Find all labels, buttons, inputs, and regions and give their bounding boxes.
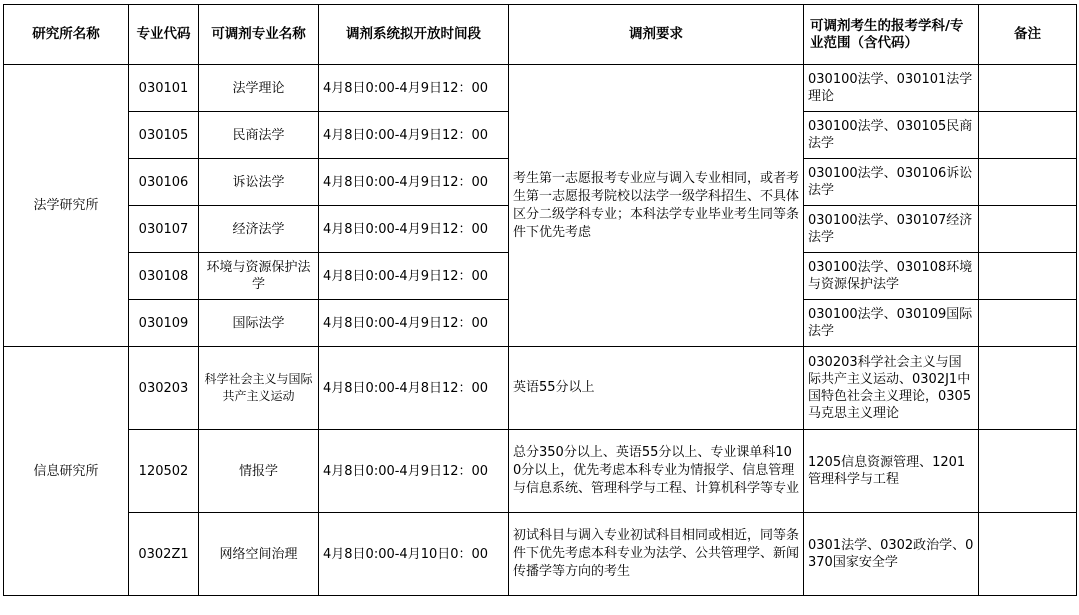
subject-cell: 1205信息资源管理、1201管理科学与工程 [804, 430, 979, 513]
subject-cell: 030100法学、030106诉讼法学 [804, 159, 979, 206]
subject-cell: 030203科学社会主义与国际共产主义运动、0302J1中国特色社会主义理论，0305马克思主义理论 [804, 347, 979, 430]
subject-cell: 030100法学、030108环境与资源保护法学 [804, 253, 979, 300]
note-cell [979, 430, 1077, 513]
time-cell: 4月8日0:00-4月8日12：00 [319, 347, 509, 430]
time-cell: 4月8日0:00-4月9日12：00 [319, 253, 509, 300]
subject-cell: 030100法学、030101法学理论 [804, 65, 979, 112]
code-cell: 0302Z1 [129, 513, 199, 596]
header-note: 备注 [979, 5, 1077, 65]
note-cell [979, 300, 1077, 347]
table-row [4, 347, 1077, 430]
table-body [4, 65, 1077, 596]
institute-cell: 法学研究所 [4, 65, 129, 347]
subject-cell: 030100法学、030107经济法学 [804, 206, 979, 253]
note-cell [979, 65, 1077, 112]
table-row [4, 65, 1077, 112]
subject-cell: 030100法学、030105民商法学 [804, 112, 979, 159]
major-cell: 经济法学 [199, 206, 319, 253]
time-cell: 4月8日0:00-4月9日12：00 [319, 206, 509, 253]
time-cell: 4月8日0:00-4月9日12：00 [319, 300, 509, 347]
subject-cell: 0301法学、0302政治学、0370国家安全学 [804, 513, 979, 596]
major-cell: 民商法学 [199, 112, 319, 159]
requirement-cell: 初试科目与调入专业初试科目相同或相近，同等条件下优先考虑本科专业为法学、公共管理学、新闻传播学等方向的考生 [509, 513, 804, 596]
note-cell [979, 159, 1077, 206]
note-cell [979, 206, 1077, 253]
major-cell: 法学理论 [199, 65, 319, 112]
code-cell: 120502 [129, 430, 199, 513]
note-cell [979, 112, 1077, 159]
major-cell: 环境与资源保护法学 [199, 253, 319, 300]
code-cell: 030107 [129, 206, 199, 253]
major-cell: 诉讼法学 [199, 159, 319, 206]
major-cell: 国际法学 [199, 300, 319, 347]
header-code: 专业代码 [129, 5, 199, 65]
requirement-cell: 总分350分以上、英语55分以上、专业课单科100分以上，优先考虑本科专业为情报学、信息管理与信息系统、管理科学与工程、计算机科学等专业 [509, 430, 804, 513]
requirement-cell: 英语55分以上 [509, 347, 804, 430]
major-cell: 科学社会主义与国际共产主义运动 [199, 347, 319, 430]
time-cell: 4月8日0:00-4月9日12：00 [319, 159, 509, 206]
code-cell: 030203 [129, 347, 199, 430]
adjustment-table [3, 4, 1077, 596]
major-cell: 情报学 [199, 430, 319, 513]
table-row [4, 430, 1077, 513]
time-cell: 4月8日0:00-4月9日12：00 [319, 430, 509, 513]
header-requirement: 调剂要求 [509, 5, 804, 65]
header-time: 调剂系统拟开放时间段 [319, 5, 509, 65]
institute-cell: 信息研究所 [4, 347, 129, 596]
header-major: 可调剂专业名称 [199, 5, 319, 65]
header-institute: 研究所名称 [4, 5, 129, 65]
note-cell [979, 347, 1077, 430]
time-cell: 4月8日0:00-4月9日12：00 [319, 112, 509, 159]
time-cell: 4月8日0:00-4月10日0：00 [319, 513, 509, 596]
note-cell [979, 253, 1077, 300]
header-subject: 可调剂考生的报考学科/专业范围（含代码） [804, 5, 979, 65]
table-row [4, 513, 1077, 596]
requirement-cell: 考生第一志愿报考专业应与调入专业相同，或者考生第一志愿报考院校以法学一级学科招生、不具体区分二级学科专业；本科法学专业毕业考生同等条件下优先考虑 [509, 65, 804, 347]
code-cell: 030105 [129, 112, 199, 159]
note-cell [979, 513, 1077, 596]
subject-cell: 030100法学、030109国际法学 [804, 300, 979, 347]
code-cell: 030106 [129, 159, 199, 206]
time-cell: 4月8日0:00-4月9日12：00 [319, 65, 509, 112]
major-cell: 网络空间治理 [199, 513, 319, 596]
code-cell: 030101 [129, 65, 199, 112]
header-row [4, 5, 1077, 65]
code-cell: 030109 [129, 300, 199, 347]
table-header [4, 5, 1077, 65]
code-cell: 030108 [129, 253, 199, 300]
